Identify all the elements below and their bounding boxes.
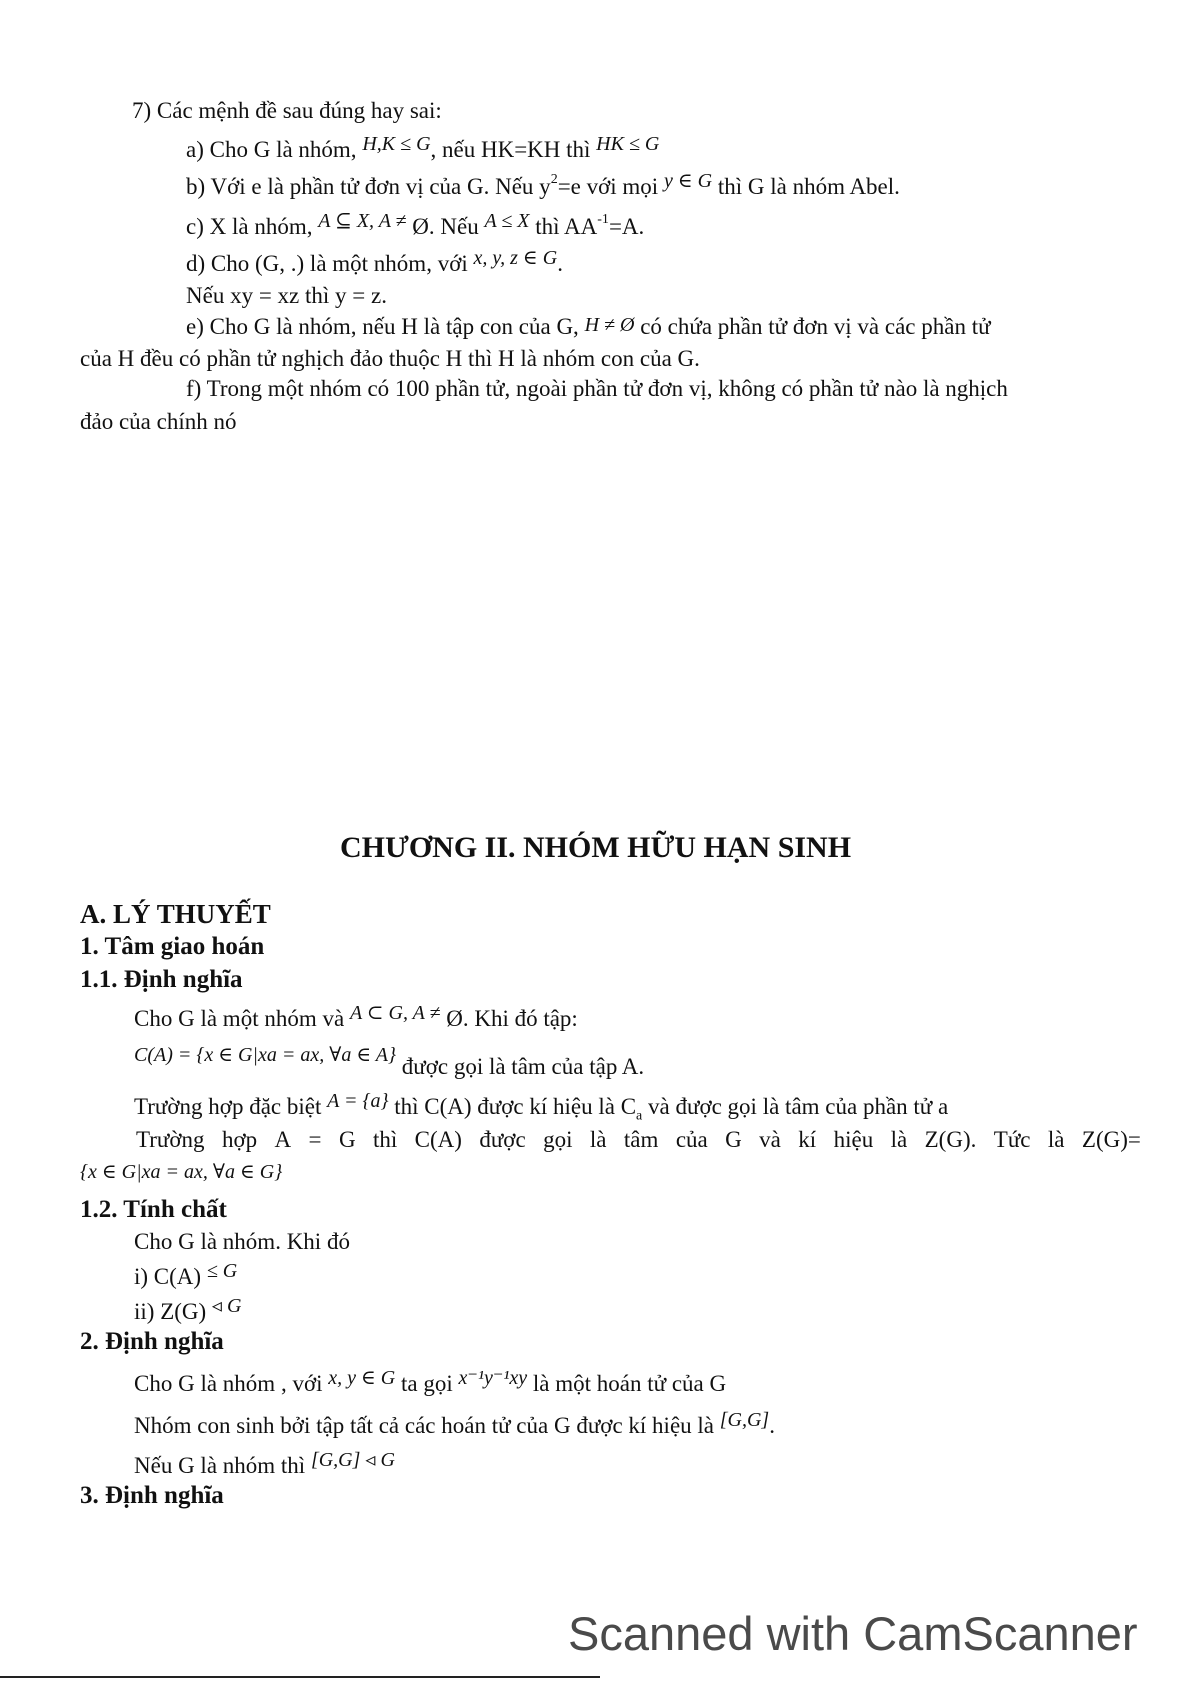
statement-d-text: d) Cho (G, .) là một nhóm, với xyxy=(186,251,468,276)
statement-c-text-4: =A. xyxy=(608,214,645,239)
center-of-group-word: A xyxy=(274,1127,292,1152)
statement-e-line-2: của H đều có phần tử nghịch đảo thuộc H thì H là nhóm con của G. xyxy=(80,346,700,371)
property-i xyxy=(134,1260,238,1291)
statement-c-text-2: Ø. Nếu xyxy=(412,214,479,239)
statement-f-line-2: đảo của chính nó xyxy=(80,409,237,434)
center-of-group-word: là xyxy=(589,1127,607,1152)
statement-a-text-2: , nếu HK=KH thì xyxy=(430,137,591,162)
section-1-1-heading: 1.1. Định nghĩa xyxy=(80,966,243,993)
section-1-2-heading: 1.2. Tính chất xyxy=(80,1196,227,1223)
special-case-math: A = {a} xyxy=(327,1090,389,1112)
definition-2-line-2-math: [G,G] xyxy=(719,1409,770,1431)
center-of-group-formula-line xyxy=(80,1160,282,1188)
center-of-group-word: kí xyxy=(798,1127,817,1152)
section-2-heading: 2. Định nghĩa xyxy=(80,1328,224,1355)
statement-d-line-2: Nếu xy = xz thì y = z. xyxy=(186,283,387,308)
property-ii-text: ii) Z(G) xyxy=(134,1299,207,1324)
exercise-title: 7) Các mệnh đề sau đúng hay sai: xyxy=(132,98,442,123)
statement-b xyxy=(186,170,900,201)
definition-2-math-2: x⁻¹y⁻¹xy xyxy=(458,1367,528,1389)
center-of-group-word: C(A) xyxy=(414,1127,462,1152)
statement-f: f) Trong một nhóm có 100 phần tử, ngoài phần tử đơn vị, không có phần tử nào là nghịch xyxy=(186,376,1008,401)
property-intro: Cho G là nhóm. Khi đó xyxy=(134,1229,350,1254)
center-of-group-word: Z(G)= xyxy=(1081,1127,1141,1152)
special-case-sub: a xyxy=(636,1108,643,1124)
definition-1-1-math: A ⊂ G, A ≠ xyxy=(349,1002,441,1024)
center-of-set-text: được gọi là tâm của tập A. xyxy=(401,1054,645,1079)
statement-d xyxy=(186,247,563,278)
definition-1-1-text: Cho G là một nhóm và xyxy=(134,1006,345,1031)
section-1-heading: 1. Tâm giao hoán xyxy=(80,933,265,960)
center-of-group-word: là xyxy=(890,1127,908,1152)
center-of-group-line xyxy=(136,1126,1141,1154)
center-of-group-word: Trường xyxy=(136,1127,205,1152)
statement-e-math: H ≠ Ø xyxy=(584,314,635,336)
definition-2-text-3: là một hoán tử của G xyxy=(532,1371,727,1396)
property-ii-math: ◃ G xyxy=(211,1295,242,1317)
camscanner-watermark: Scanned with CamScanner xyxy=(568,1607,1138,1660)
center-of-group-word: hiệu xyxy=(833,1127,874,1152)
statement-d-text-2: . xyxy=(557,251,563,276)
statement-b-text-3: thì G là nhóm Abel. xyxy=(717,174,900,199)
center-of-group-word: Tức xyxy=(993,1127,1031,1152)
statement-b-text-2: =e với mọi xyxy=(557,174,659,199)
property-i-math: ≤ G xyxy=(206,1260,238,1282)
center-of-set-line xyxy=(134,1044,645,1079)
definition-2-text: Cho G là nhóm , với xyxy=(134,1371,323,1396)
property-ii xyxy=(134,1295,242,1326)
property-i-text: i) C(A) xyxy=(134,1264,202,1289)
statement-c-math-2: A ≤ X xyxy=(484,210,530,232)
center-of-group-word: và xyxy=(759,1127,781,1152)
definition-2-line-2-text: Nhóm con sinh bởi tập tất cả các hoán tử của G được kí hiệu là xyxy=(134,1413,714,1438)
center-of-group-word: G xyxy=(725,1127,742,1152)
statement-e-text-2: có chứa phần tử đơn vị và các phần tử xyxy=(640,314,991,339)
statement-c-sup: -1 xyxy=(597,212,609,228)
bottom-rule xyxy=(0,1676,600,1678)
statement-a-math-2: HK ≤ G xyxy=(596,133,660,155)
statement-d-math: x, y, z ∈ G xyxy=(473,247,558,269)
theory-heading: A. LÝ THUYẾT xyxy=(80,899,271,929)
center-of-group-word: của xyxy=(675,1127,708,1152)
statement-c-math-1: A ⊆ X, A ≠ xyxy=(318,210,407,232)
center-of-group-word: hợp xyxy=(221,1127,258,1152)
definition-1-1-text-2: Ø. Khi đó tập: xyxy=(446,1006,578,1031)
statement-c-text-3: thì AA xyxy=(535,214,598,239)
section-3-heading: 3. Định nghĩa xyxy=(80,1482,224,1509)
statement-b-text: b) Với e là phần tử đơn vị của G. Nếu y xyxy=(186,174,551,199)
statement-c xyxy=(186,210,645,241)
special-case-text-2: thì C(A) được kí hiệu là C xyxy=(394,1094,637,1119)
definition-2-line-3-text: Nếu G là nhóm thì xyxy=(134,1453,306,1478)
special-case-text: Trường hợp đặc biệt xyxy=(134,1094,322,1119)
definition-2-math-1: x, y ∈ G xyxy=(328,1367,396,1389)
center-of-group-word: là xyxy=(1047,1127,1065,1152)
definition-2-line-2 xyxy=(134,1409,775,1440)
center-of-set-formula: C(A) = {x ∈ G|xa = ax, ∀a ∈ A} xyxy=(134,1044,396,1066)
statement-a xyxy=(186,133,660,164)
special-case-line xyxy=(134,1090,949,1125)
center-of-group-word: Z(G). xyxy=(924,1127,977,1152)
center-of-group-word: được xyxy=(479,1127,526,1152)
statement-e xyxy=(186,313,991,341)
center-of-group-formula: {x ∈ G|xa = ax, ∀a ∈ G} xyxy=(80,1161,283,1183)
chapter-title: CHƯƠNG II. NHÓM HỮU HẠN SINH xyxy=(339,831,852,864)
center-of-group-word: thì xyxy=(372,1127,398,1152)
definition-1-1 xyxy=(134,1002,578,1033)
definition-2-line-1 xyxy=(134,1367,727,1398)
statement-a-math-1: H,K ≤ G xyxy=(362,133,431,155)
center-of-group-word: = xyxy=(308,1127,322,1152)
center-of-group-word: gọi xyxy=(543,1127,573,1152)
special-case-text-3: và được gọi là tâm của phần tử a xyxy=(648,1094,949,1119)
statement-c-text: c) X là nhóm, xyxy=(186,214,313,239)
statement-e-text: e) Cho G là nhóm, nếu H là tập con của G, xyxy=(186,314,579,339)
statement-b-sup: 2 xyxy=(550,172,558,188)
definition-2-text-2: ta gọi xyxy=(401,1371,453,1396)
definition-2-line-2-end: . xyxy=(769,1413,775,1438)
statement-b-math: y ∈ G xyxy=(663,170,713,192)
center-of-group-word: G xyxy=(338,1127,356,1152)
definition-2-line-3-math: [G,G] ◃ G xyxy=(310,1449,395,1471)
definition-2-line-3 xyxy=(134,1449,395,1480)
statement-a-text: a) Cho G là nhóm, xyxy=(186,137,357,162)
center-of-group-word: tâm xyxy=(623,1127,659,1152)
